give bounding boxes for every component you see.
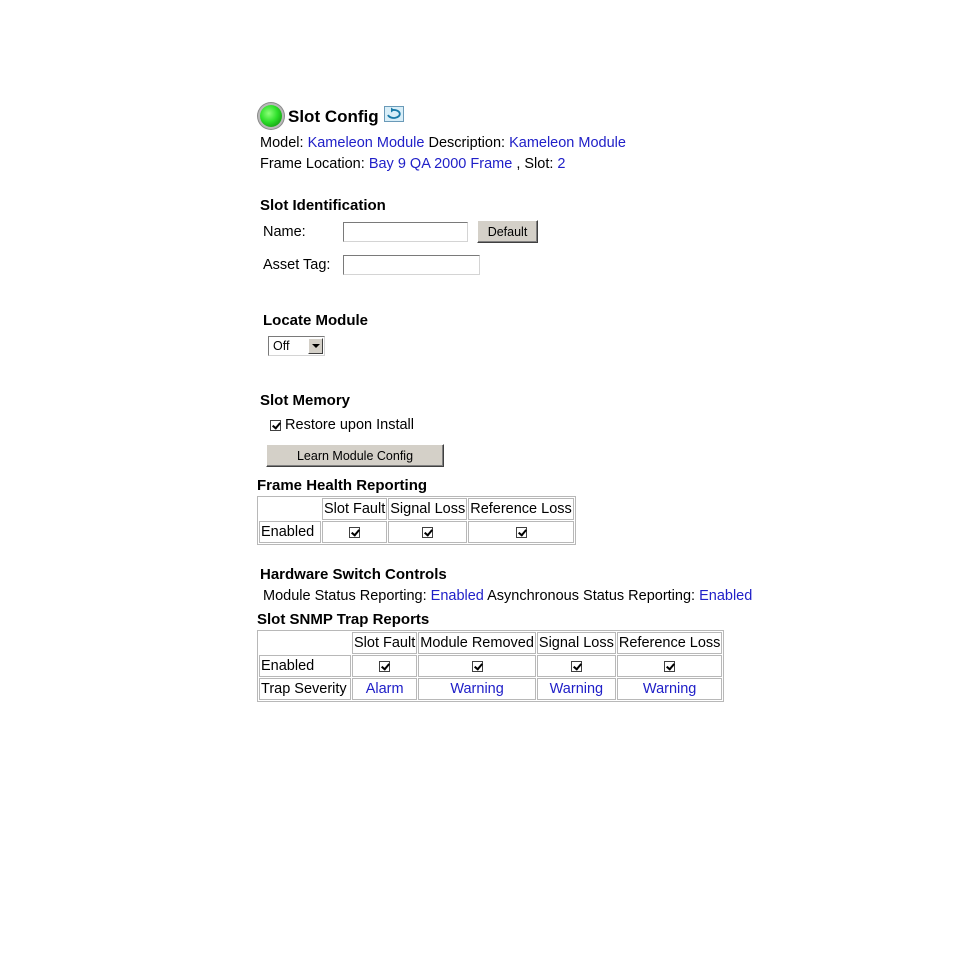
column-header: Signal Loss: [388, 498, 467, 520]
slot-memory-heading: Slot Memory: [260, 392, 351, 409]
table-row: [259, 655, 722, 677]
severity-module-removed-link[interactable]: Warning: [418, 678, 536, 700]
frame-health-heading: Frame Health Reporting: [257, 477, 428, 494]
page-title: Slot Config: [288, 107, 379, 126]
restore-upon-install-label: Restore upon Install: [285, 417, 414, 433]
status-led-icon: [260, 105, 282, 127]
default-button[interactable]: Default: [477, 220, 538, 243]
snmp-trap-heading: Slot SNMP Trap Reports: [257, 611, 430, 628]
row-label: Enabled: [259, 655, 351, 677]
name-input[interactable]: [343, 222, 468, 242]
slot-number-link[interactable]: 2: [557, 156, 566, 172]
table-cell: [617, 655, 723, 677]
severity-signal-loss-link[interactable]: Warning: [537, 678, 616, 700]
asset-tag-input[interactable]: [343, 255, 480, 275]
column-header: Signal Loss: [537, 632, 616, 654]
hardware-switch-heading: Hardware Switch Controls: [260, 566, 447, 583]
severity-reference-loss-link[interactable]: Warning: [617, 678, 723, 700]
column-header: Reference Loss: [468, 498, 574, 520]
frame-location-link[interactable]: Bay 9 QA 2000 Frame: [368, 156, 513, 172]
frame-location-label: Frame Location:: [260, 156, 365, 172]
module-status-value-link[interactable]: Enabled: [430, 588, 484, 604]
row-label: Enabled: [259, 521, 321, 543]
table-cell: [388, 521, 467, 543]
chevron-down-icon[interactable]: [308, 338, 323, 354]
locate-module-select[interactable]: [268, 336, 325, 356]
column-header: Reference Loss: [617, 632, 723, 654]
description-value-link[interactable]: Kameleon Module: [509, 135, 626, 151]
learn-module-config-button[interactable]: Learn Module Config: [266, 444, 444, 467]
restore-upon-install-row: [270, 417, 414, 433]
trap-slot-fault-checkbox[interactable]: [379, 661, 390, 672]
description-label: Description:: [428, 135, 506, 151]
model-value-link[interactable]: Kameleon Module: [307, 135, 425, 151]
async-status-value-link[interactable]: Enabled: [699, 588, 753, 604]
column-header: Slot Fault: [322, 498, 387, 520]
table-row: [259, 521, 574, 543]
table-cell: [418, 655, 536, 677]
table-header-row: [259, 498, 574, 520]
column-header: Module Removed: [418, 632, 536, 654]
row-label: Trap Severity: [259, 678, 351, 700]
name-label: Name:: [263, 224, 306, 240]
async-status-label: Asynchronous Status Reporting:: [487, 588, 696, 604]
frame-health-table: [257, 496, 576, 545]
trap-module-removed-checkbox[interactable]: [472, 661, 483, 672]
locate-module-selected-value: Off: [273, 339, 290, 353]
slot-fault-enabled-checkbox[interactable]: [349, 527, 360, 538]
model-label: Model:: [260, 135, 304, 151]
table-cell: [322, 521, 387, 543]
snmp-trap-table: [257, 630, 724, 702]
hardware-switch-status-line: [263, 588, 752, 604]
column-header: Slot Fault: [352, 632, 417, 654]
restore-upon-install-checkbox[interactable]: [270, 420, 281, 431]
table-header-row: [259, 632, 722, 654]
locate-module-heading: Locate Module: [263, 312, 369, 329]
slot-label: , Slot:: [516, 156, 554, 172]
table-cell: [537, 655, 616, 677]
frame-location-line: [260, 156, 566, 172]
refresh-icon: [384, 106, 404, 122]
signal-loss-enabled-checkbox[interactable]: [422, 527, 433, 538]
table-cell: [352, 655, 417, 677]
table-corner-cell: [259, 498, 321, 520]
model-line: [260, 135, 626, 151]
severity-slot-fault-link[interactable]: Alarm: [352, 678, 417, 700]
refresh-button[interactable]: [384, 106, 404, 127]
slot-identification-heading: Slot Identification: [260, 197, 386, 214]
trap-reference-loss-checkbox[interactable]: [664, 661, 675, 672]
trap-signal-loss-checkbox[interactable]: [571, 661, 582, 672]
reference-loss-enabled-checkbox[interactable]: [516, 527, 527, 538]
module-status-label: Module Status Reporting:: [263, 588, 427, 604]
table-cell: [468, 521, 574, 543]
table-row: [259, 678, 722, 700]
table-corner-cell: [259, 632, 351, 654]
asset-tag-label: Asset Tag:: [263, 257, 331, 273]
